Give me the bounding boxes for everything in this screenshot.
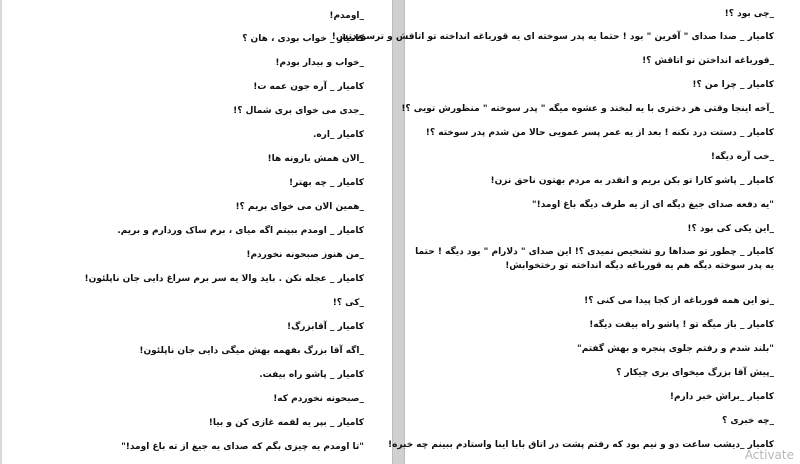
- text-line: _پیش آقا بزرگ میخوای بری چیکار ؟: [616, 368, 774, 378]
- text-line: کامیار _ بپر یه لقمه غازی کن و بیا!: [208, 418, 364, 428]
- document-page-left[interactable]: [2, 0, 393, 464]
- text-line: _من هنوز صبحونه نخوردم!: [246, 250, 364, 260]
- text-line: کامیار _ پاشو راه بیفت.: [259, 370, 364, 380]
- text-line: "بلند شدم و رفتم جلوی پنجره و بهش گفتم": [577, 344, 774, 354]
- text-line: _همین الان می خوای بریم ؟!: [235, 202, 364, 212]
- text-line: کامیار _ اومدم ببینم اگه میای ، برم ساک وردارم و بریم.: [117, 226, 364, 236]
- text-line: کامیار _ خواب بودی ، هان ؟: [242, 34, 364, 44]
- text-line: _اگه آقا بزرگ بفهمه بهش میگی دایی جان ناپلئون!: [139, 346, 364, 356]
- text-line: کامیار _ چه بهتر!: [289, 178, 364, 188]
- text-line: "تا اومدم یه چیزی بگم که صدای یه جیغ از ته باغ اومد!": [121, 442, 364, 452]
- text-line: کامیار _ عجله نکن . باید والا یه سر برم سراغ دایی جان ناپلئون!: [84, 274, 364, 284]
- activation-watermark: Activate: [744, 448, 794, 462]
- text-line: _تو این همه قورباغه از کجا پیدا می کنی ؟!: [584, 296, 774, 306]
- text-line: کامیار _دیشب ساعت دو و نیم بود که رفتم پشت در اتاق بابا اینا واستادم ببینم چه خبره!: [388, 440, 774, 450]
- text-line: کامیار _ آقابزرگ!: [286, 322, 364, 332]
- text-line: _اومدم!: [329, 11, 364, 21]
- text-line: کامیار _ چطور تو صداها رو تشخیص نمیدی ؟! این صدای " دلارام " بود دیگه ! حتما یه پدر سوخته دیگه هم یه قورباغه دیگه انداخته تو رختخوابش!: [415, 247, 774, 271]
- text-line: _این یکی کی بود ؟!: [687, 224, 774, 234]
- text-line: کامیار _ باز میگه تو ! پاشو راه بیفت دیگه!: [589, 320, 774, 330]
- text-line: کامیار _ صدا صدای " آفرین " بود ! حتما یه پدر سوخته ای یه قورباغه انداخته تو اتاقش و ترسوندتش!: [331, 32, 774, 42]
- text-line: _آخه اینجا وقتی هر دختری با یه لبخند و عشوه میگه " پدر سوخته " منظورش تویی ؟!: [401, 104, 774, 114]
- text-line: _چی بود ؟!: [724, 9, 774, 19]
- text-line: _الان همش بارونه ها!: [267, 154, 364, 164]
- text-line: کامیار _ آره جون عمه ت!: [253, 82, 364, 92]
- text-line: کامیار _ چرا من ؟!: [692, 80, 774, 90]
- text-line: کامیار _ پاشو کارا تو بکن بریم و انقدر به مردم بهتون ناحق نزن!: [490, 176, 774, 186]
- text-line: _قورباغه انداختن تو اتاقش ؟!: [642, 56, 774, 66]
- text-line: _خب آره دیگه!: [710, 152, 774, 162]
- text-line: "یه دفعه صدای جیغ دیگه ای از یه طرف دیگه باغ اومد!": [531, 200, 774, 210]
- page-gap: [393, 0, 404, 464]
- text-line: _کی ؟!: [332, 298, 364, 308]
- text-line: _جدی می خوای بری شمال ؟!: [233, 106, 364, 116]
- text-line: کامیار _ دستت درد نکنه ! بعد از یه عمر پسر عمویی حالا من شدم پدر سوخته ؟!: [425, 128, 774, 138]
- text-line: کامیار _براش خبر دارم!: [669, 392, 774, 402]
- text-line: _چه خبری ؟: [722, 416, 774, 426]
- text-line: _خواب و بیدار بودم!: [275, 58, 364, 68]
- text-line: کامیار _اره.: [312, 130, 364, 140]
- text-line: _صبحونه نخوردم که!: [273, 394, 364, 404]
